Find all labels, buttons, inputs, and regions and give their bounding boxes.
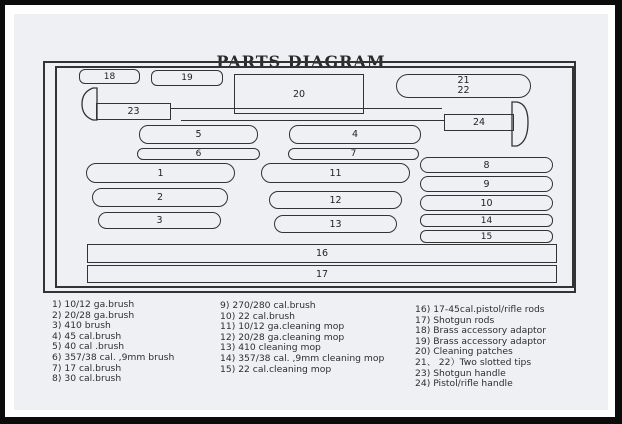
part-11-label: 11 bbox=[329, 167, 342, 179]
legend-item: 16) 17-45cal.pistol/rifle rods bbox=[415, 304, 545, 315]
part-3-label: 3 bbox=[156, 215, 163, 226]
part-20-label: 20 bbox=[292, 88, 306, 100]
part-8-label: 8 bbox=[483, 159, 490, 171]
part-6-brush bbox=[137, 148, 260, 160]
legend-item: 15) 22 cal.cleaning mop bbox=[220, 363, 332, 375]
part-5-label: 5 bbox=[195, 129, 202, 140]
part-9-brush bbox=[420, 176, 553, 192]
part-7-label: 7 bbox=[350, 149, 357, 159]
legend-item: 19) Brass accessory adaptor bbox=[415, 335, 547, 347]
part-14-label: 14 bbox=[480, 215, 493, 226]
part-11-cleaning-mop bbox=[261, 163, 410, 183]
part-17-label: 17 bbox=[315, 268, 329, 280]
rod-line-lower bbox=[181, 120, 445, 121]
legend-item: 7) 17 cal.brush bbox=[52, 362, 122, 374]
part-10-label: 10 bbox=[480, 197, 493, 209]
part-16-label: 16 bbox=[315, 248, 329, 259]
part-2-brush bbox=[92, 188, 228, 207]
part-13-cleaning-mop bbox=[274, 215, 397, 233]
legend-item: 13) 410 cleaning mop bbox=[220, 342, 321, 354]
part-6-label: 6 bbox=[195, 149, 202, 159]
part-14-cleaning-mop bbox=[420, 214, 553, 227]
part-4-label: 4 bbox=[351, 129, 359, 140]
part-12-label: 12 bbox=[329, 194, 342, 206]
part-21-22-slotted-tips bbox=[396, 74, 531, 98]
part-17-shotgun-rods bbox=[87, 265, 557, 283]
part-8-brush bbox=[420, 157, 553, 173]
part-15-label: 15 bbox=[480, 231, 493, 242]
part-1-brush bbox=[86, 163, 235, 183]
legend-item: 6) 357/38 cal. ,9mm brush bbox=[52, 351, 175, 363]
part-18-adaptor bbox=[79, 69, 140, 84]
legend-item: 14) 357/38 cal. ,9mm cleaning mop bbox=[220, 352, 385, 364]
legend-item: 11) 10/12 ga.cleaning mop bbox=[220, 321, 345, 333]
legend-item: 12) 20/28 ga.cleaning mop bbox=[220, 331, 345, 343]
part-19-label: 19 bbox=[181, 73, 193, 83]
legend-item: 23) Shotgun handle bbox=[415, 367, 506, 379]
part-9-label: 9 bbox=[483, 178, 490, 190]
part-23-shotgun-handle bbox=[96, 103, 171, 120]
legend-item: 9) 270/280 cal.brush bbox=[220, 300, 316, 311]
legend-item: 5) 40 cal .brush bbox=[52, 341, 125, 353]
part-15-cleaning-mop bbox=[420, 230, 553, 243]
legend-item: 24) Pistol/rifle handle bbox=[415, 378, 513, 390]
part-10-brush bbox=[420, 195, 553, 211]
part-24-label: 24 bbox=[472, 117, 486, 128]
page-title: PARTS DIAGRAM bbox=[216, 52, 386, 71]
part-21-label: 21 bbox=[457, 75, 470, 86]
part-19-adaptor bbox=[151, 70, 223, 86]
part-16-pistol-rifle-rods bbox=[87, 244, 557, 263]
legend-item: 3) 410 brush bbox=[52, 320, 111, 332]
legend-item: 10) 22 cal.brush bbox=[220, 310, 296, 322]
legend-item: 2) 20/28 ga.brush bbox=[52, 309, 135, 321]
part-3-brush bbox=[98, 212, 221, 229]
legend-item: 17) Shotgun rods bbox=[415, 314, 495, 326]
legend-item: 18) Brass accessory adaptor bbox=[415, 325, 547, 337]
pistol-handle-grip bbox=[512, 102, 528, 146]
part-13-label: 13 bbox=[329, 218, 342, 230]
part-7-brush bbox=[288, 148, 419, 160]
part-5-brush bbox=[139, 125, 258, 144]
legend-item: 8) 30 cal.brush bbox=[52, 373, 122, 385]
legend-item: 21、 22）Two slotted tips bbox=[415, 356, 532, 368]
rod-line-upper bbox=[171, 108, 442, 109]
legend-item: 1) 10/12 ga.brush bbox=[52, 299, 135, 310]
shotgun-handle-grip bbox=[82, 88, 97, 120]
legend-item: 20) Cleaning patches bbox=[415, 346, 513, 358]
legend-column-1 bbox=[52, 300, 174, 385]
part-4-brush bbox=[289, 125, 421, 144]
part-23-label: 23 bbox=[127, 106, 140, 117]
legend-item: 4) 45 cal.brush bbox=[52, 330, 122, 342]
part-24-pistol-handle bbox=[444, 114, 514, 131]
legend-column-2 bbox=[220, 301, 384, 375]
part-18-label: 18 bbox=[103, 71, 116, 82]
part-2-label: 2 bbox=[156, 192, 164, 203]
part-22-label: 22 bbox=[457, 85, 470, 96]
legend-column-3 bbox=[415, 305, 546, 390]
part-1-label: 1 bbox=[157, 167, 164, 179]
part-12-cleaning-mop bbox=[269, 191, 402, 209]
